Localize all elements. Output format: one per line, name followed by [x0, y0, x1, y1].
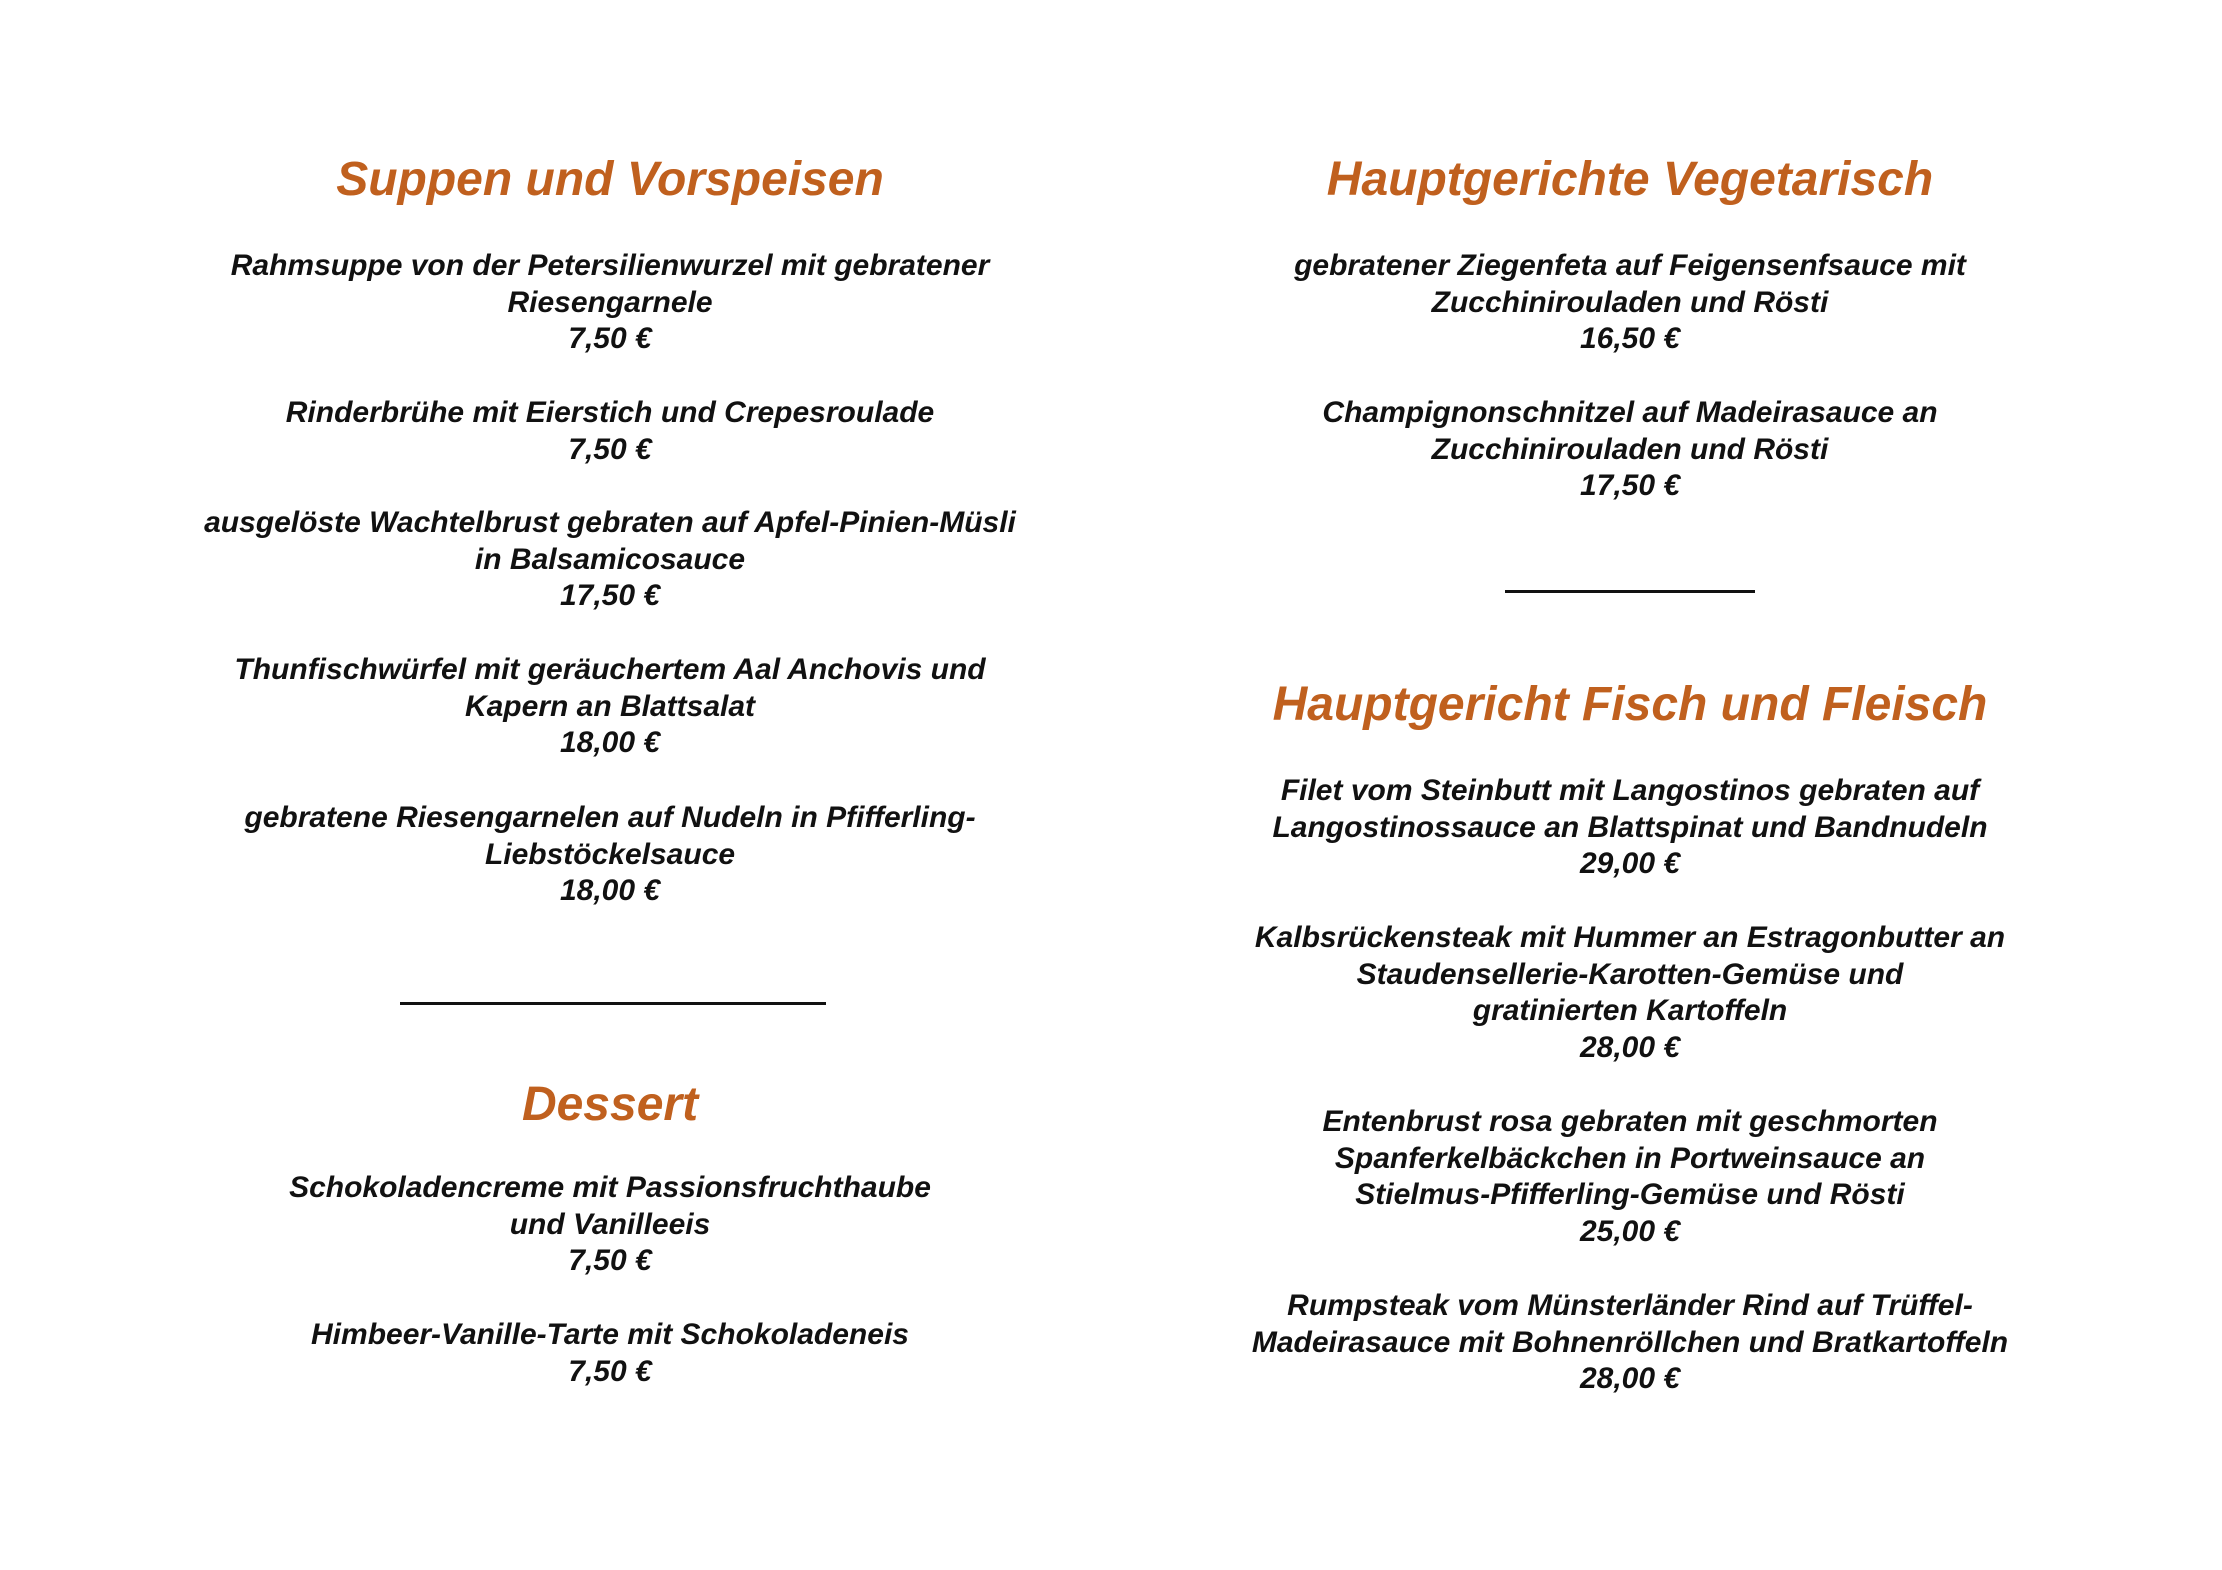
item-price: 28,00 € — [1579, 1030, 1681, 1064]
menu-item — [1130, 248, 2130, 358]
item-description: Filet vom Steinbutt mit Langostinos gebraten auf — [1280, 774, 1980, 807]
menu-item — [110, 395, 1110, 468]
item-description: gebratene Riesengarnelen auf Nudeln in Pfifferling- — [244, 801, 976, 834]
item-price: 17,50 € — [1579, 469, 1681, 502]
item-price: 7,50 € — [568, 1354, 652, 1388]
menu-item — [110, 800, 1110, 910]
item-price: 25,00 € — [1579, 1214, 1681, 1248]
item-description: Champignonschnitzel auf Madeirasauce an — [1322, 396, 1938, 429]
menu-item — [110, 652, 1110, 762]
item-description: ausgelöste Wachtelbrust gebraten auf Apfel-Pinien-Müsli — [204, 506, 1016, 539]
item-description: Liebstöckelsauce — [484, 837, 736, 871]
section-heading-vegetarian: Hauptgerichte Vegetarisch — [1326, 153, 1934, 206]
item-description: Thunfischwürfel mit geräuchertem Aal Anchovis und — [234, 653, 986, 686]
section-heading-soups: Suppen und Vorspeisen — [336, 153, 884, 206]
item-price: 17,50 € — [559, 579, 661, 612]
menu-item — [110, 505, 1110, 615]
item-price: 18,00 € — [559, 874, 661, 907]
item-description: Stielmus-Pfifferling-Gemüse und Rösti — [1355, 1178, 1905, 1211]
section-divider — [400, 1002, 826, 1005]
item-description: und Vanilleeis — [509, 1207, 711, 1241]
item-price: 7,50 € — [568, 322, 652, 355]
section-heading-fish-meat: Hauptgericht Fisch und Fleisch — [1272, 678, 1988, 731]
item-price: 7,50 € — [568, 1244, 652, 1277]
item-description: Staudensellerie-Karotten-Gemüse und — [1356, 957, 1904, 991]
item-price: 18,00 € — [559, 726, 661, 759]
item-description: Himbeer-Vanille-Tarte mit Schokoladeneis — [311, 1318, 909, 1351]
item-description: gebratener Ziegenfeta auf Feigensenfsauce mit — [1294, 249, 1966, 282]
item-description: gratinierten Kartoffeln — [1472, 994, 1788, 1027]
item-description: Rinderbrühe mit Eierstich und Crepesroulade — [285, 396, 935, 429]
item-description: Rahmsuppe von der Petersilienwurzel mit gebratener — [230, 249, 990, 282]
item-description: Rumpsteak vom Münsterländer Rind auf Trüffel- — [1287, 1289, 1973, 1322]
menu-item — [1130, 773, 2130, 883]
menu-item — [110, 248, 1110, 358]
menu-item — [110, 1170, 1110, 1280]
item-description: Kapern an Blattsalat — [464, 689, 756, 723]
item-price: 28,00 € — [1579, 1362, 1681, 1395]
menu-item — [110, 1317, 1110, 1390]
item-description: Spanferkelbäckchen in Portweinsauce an — [1334, 1141, 1926, 1175]
item-price: 7,50 € — [568, 432, 652, 466]
item-description: in Balsamicosauce — [474, 542, 746, 576]
section-divider — [1505, 590, 1755, 593]
item-description: Entenbrust rosa gebraten mit geschmorten — [1322, 1105, 1938, 1138]
menu-item — [1130, 1104, 2130, 1250]
menu-item — [1130, 920, 2130, 1066]
item-description: Langostinossauce an Blattspinat und Bandnudeln — [1272, 810, 1988, 844]
item-description: Madeirasauce mit Bohnenröllchen und Bratkartoffeln — [1251, 1325, 2009, 1359]
item-description: Zucchinirouladen und Rösti — [1431, 285, 1829, 319]
item-price: 29,00 € — [1579, 847, 1681, 880]
menu-item — [1130, 1288, 2130, 1398]
item-description: Schokoladencreme mit Passionsfruchthaube — [289, 1171, 931, 1204]
section-heading-dessert: Dessert — [521, 1078, 699, 1131]
menu-item — [1130, 395, 2130, 505]
item-description: Riesengarnele — [507, 285, 713, 319]
item-price: 16,50 € — [1579, 322, 1681, 355]
item-description: Kalbsrückensteak mit Hummer an Estragonbutter an — [1254, 921, 2006, 954]
item-description: Zucchinirouladen und Rösti — [1431, 432, 1829, 466]
